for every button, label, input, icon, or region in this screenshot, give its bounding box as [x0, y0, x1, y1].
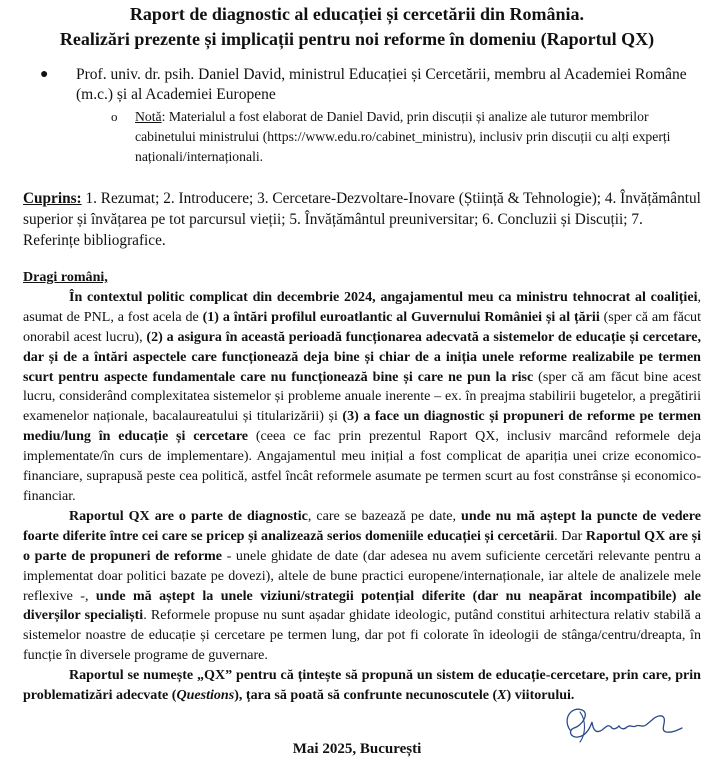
text-run: . Dar [554, 527, 586, 544]
text-run: X [497, 687, 507, 704]
text-run: , asumat de PNL, a fost acela de [23, 288, 701, 325]
note-bullet [111, 107, 701, 167]
note-text [135, 107, 701, 167]
text-run: (sper că am făcut bine acest lucru, considerând complexitatea sistemelor și probleme anuale inerente – ex. în preajma stabilirii bugetelor, a pregătirii examenelor naționale, bacalaureatului și titularizării) și [23, 368, 701, 425]
hollow-bullet-icon: o [111, 109, 118, 124]
title-line-2: Realizări prezente și implicații pentru noi reforme în domeniu (Raportul QX) [59, 29, 655, 49]
text-run: (ceea ce fac prin prezentul Raport QX, inclusiv marcând reformele deja implementate/în curs de implementare). Angajamentul meu inițial a fost complicat de apariția unei crize economico-financiare, suprapusă peste cea politică, astfel încât reformele asumate pe termen scurt au fost constrânse și economico-financiar. [23, 428, 701, 504]
letter-body [23, 268, 701, 706]
cuprins-label: Cuprins: [23, 190, 82, 207]
author-bullet [40, 65, 700, 105]
text-run: Raportul se numește „QX” pentru că țintește să propună un sistem de educație-cercetare, prin care, prin problematizări adecvate ( [23, 667, 701, 704]
text-run: (1) a întări profilul euroatlantic al Guvernului României și al țării [202, 308, 600, 325]
text-run: (sper că am făcut onorabil acest lucru), [23, 308, 701, 345]
date-location: Mai 2025, București [292, 741, 422, 757]
text-run: Raportul QX are o parte de diagnostic [69, 507, 308, 524]
paragraph-1 [23, 288, 701, 507]
note-body: : Materialul a fost elaborat de Daniel David, prin discuții și analize ale tuturor membrilor cabinetului ministrului (https://www.edu.ro/cabinet_ministru), inclusiv prin discuții cu alți experți naționali/internaționali. [135, 109, 671, 164]
text-run: În contextul politic complicat din decembrie 2024, angajamentul meu ca ministru tehnocrat al coaliției [69, 288, 698, 305]
text-run: Questions [176, 687, 235, 704]
table-of-contents [23, 188, 701, 251]
text-run: ), țara să poată să confrunte necunoscutele ( [234, 687, 498, 704]
text-run: unde mă aștept la unele viziuni/strategii potențial diferite (dar nu neapărat incompatibile) ale diverșilor specialiști [23, 587, 702, 624]
salutation: Dragi români, [23, 269, 108, 285]
text-run: (3) a face un diagnostic și propuneri de reforme pe termen mediu/lung în educație și cercetare [23, 408, 701, 445]
author-text: Prof. univ. dr. psih. Daniel David, ministrul Educației și Cercetării, membru al Academiei Române (m.c.) și al Academiei Europene [76, 66, 687, 103]
text-run: ) viitorului. [506, 687, 575, 704]
note-label: Notă [135, 109, 162, 124]
text-run: (2) a asigura în această perioadă funcționarea adecvată a sistemelor de educație și cercetare, dar și de a întări aspectele care funcționează deja bine și chiar de a iniția unele reforme realizabile pe termen scurt pentru aspecte fundamentale care nu funcționează bine și care ne pun la risc [23, 328, 701, 385]
bullet-dot-icon: ● [40, 67, 49, 82]
paragraph-2 [23, 507, 701, 666]
text-run: , care se bazează pe date, [307, 507, 462, 524]
cuprins-text: 1. Rezumat; 2. Introducere; 3. Cercetare-Dezvoltare-Inovare (Știință & Tehnologie); 4. Învățământul superior și învățarea pe tot parcursul vieții; 5. Învățământul preuniversitar; 6. Concluzii și Discuții; 7. Referințe bibliografice. [23, 190, 701, 249]
text-run: Raportul QX are și o parte de propuneri de reforme [23, 527, 702, 564]
text-run: . Reformele propuse nu sunt așadar ghidate ideologic, putând constitui arhitectura relativ stabilă a sistemelor noastre de educație și cercetare pe termen lung, dar pot fi colorate în ideologii de stânga/centru/dreapta, în funcție în diversele programe de guvernare. [23, 607, 701, 664]
text-run: - unele ghidate de date (dar adesea nu avem suficiente cercetări relevante pentru a implementat doar politici bazate pe dovezi), altele de bune practici europene/internaționale, iar altele de analizele mele reflexive -, [23, 547, 701, 604]
title-line-1: Raport de diagnostic al educației și cercetării din România. [129, 4, 585, 24]
text-run: unde nu mă aștept la puncte de vedere foarte diferite între cei care se pricep și analizează serios domeniile educației și cercetării [23, 507, 701, 544]
